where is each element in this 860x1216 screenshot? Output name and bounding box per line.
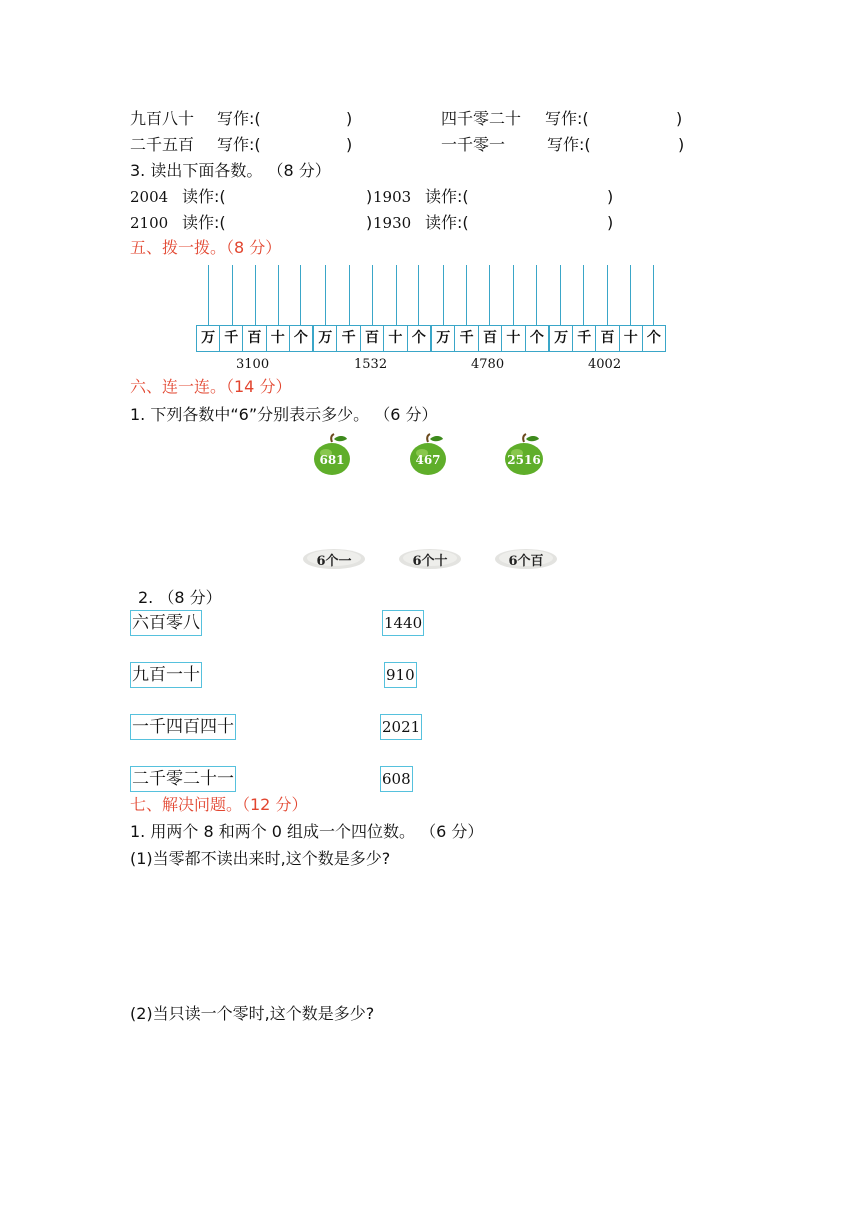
answer-close-paren: ): [346, 135, 353, 154]
question-title: 1. 用两个 8 和两个 0 组成一个四位数。 （6 分）: [130, 822, 484, 841]
match-right-item: 608: [380, 766, 413, 792]
place-label: 千: [337, 326, 360, 351]
match-left-item: 一千四百四十: [130, 714, 236, 740]
write-label: 写作:(: [217, 135, 261, 154]
place-value-labels-2: [313, 325, 431, 352]
abacus-rod: [583, 265, 584, 325]
plate-label: 6个一: [316, 554, 352, 569]
place-label: 千: [573, 326, 596, 351]
apple-number: 2516: [507, 453, 541, 467]
sub-question: (1)当零都不读出来时,这个数是多少?: [130, 849, 391, 868]
write-label: 写作:(: [217, 109, 261, 128]
place-label: 个: [293, 330, 308, 346]
place-label: 百: [596, 326, 619, 351]
question-title: 3. 读出下面各数。 （8 分）: [130, 161, 331, 180]
abacus-rod: [489, 265, 490, 325]
abacus-number: 3100: [236, 357, 270, 372]
number: 1930: [373, 214, 412, 232]
abacus-rod: [560, 265, 561, 325]
answer-close-paren: ): [607, 187, 614, 206]
abacus-rod: [630, 265, 631, 325]
number: 2100: [130, 214, 169, 232]
write-label: 写作:(: [547, 135, 591, 154]
place-label: 千: [220, 326, 243, 351]
abacus-rod: [232, 265, 233, 325]
abacus-rod: [418, 265, 419, 325]
section-heading-6: 六、连一连。（14 分）: [130, 377, 292, 396]
read-label: 读作:(: [182, 187, 226, 206]
match-left-item: 九百一十: [130, 662, 202, 688]
abacus-rod: [653, 265, 654, 325]
abacus-number: 4780: [471, 357, 505, 372]
place-label: 万: [314, 326, 337, 351]
place-label: 个: [646, 330, 661, 346]
place-label: 百: [361, 326, 384, 351]
abacus-rod: [325, 265, 326, 325]
answer-close-paren: ): [678, 135, 685, 154]
match-right-item: 1440: [382, 610, 424, 636]
place-label: 万: [432, 326, 455, 351]
place-label: 个: [529, 330, 544, 346]
abacus-number: 4002: [588, 357, 622, 372]
match-right-item: 910: [384, 662, 417, 688]
section-heading-5: 五、拨一拨。（8 分）: [130, 238, 282, 257]
number: 1903: [373, 188, 412, 206]
place-label: 十: [620, 326, 643, 351]
number-word: 一千零一: [441, 135, 506, 154]
place-label: 个: [411, 330, 426, 346]
apple-number: 467: [415, 453, 441, 467]
answer-close-paren: ): [366, 213, 373, 232]
read-label: 读作:(: [182, 213, 226, 232]
abacus-rod: [466, 265, 467, 325]
abacus-rod: [607, 265, 608, 325]
abacus-rod: [372, 265, 373, 325]
write-label: 写作:(: [545, 109, 589, 128]
plate-label: 6个十: [412, 554, 448, 569]
abacus-rod: [208, 265, 209, 325]
plate-option: [398, 547, 462, 571]
number: 2004: [130, 188, 169, 206]
place-label: 十: [384, 326, 407, 351]
apple-icon: [502, 433, 546, 477]
abacus-number: 1532: [354, 357, 388, 372]
abacus-rod: [443, 265, 444, 325]
answer-close-paren: ): [676, 109, 683, 128]
place-label: 十: [267, 326, 290, 351]
number-word: 九百八十: [130, 109, 195, 128]
abacus-rod: [278, 265, 279, 325]
apple-number: 681: [319, 453, 345, 467]
match-right-item: 2021: [380, 714, 422, 740]
match-left-item: 二千零二十一: [130, 766, 236, 792]
place-label: 千: [455, 326, 478, 351]
plate-option: [302, 547, 366, 571]
place-value-labels-4: [549, 325, 666, 352]
answer-close-paren: ): [346, 109, 353, 128]
abacus-rod: [513, 265, 514, 325]
abacus-rod: [536, 265, 537, 325]
answer-close-paren: ): [366, 187, 373, 206]
answer-close-paren: ): [607, 213, 614, 232]
apple-icon: [407, 433, 449, 477]
question-title: 1. 下列各数中“6”分别表示多少。 （6 分）: [130, 405, 438, 424]
plate-option: [494, 547, 558, 571]
place-label: 百: [243, 326, 266, 351]
place-label: 万: [197, 326, 220, 351]
place-label: 百: [479, 326, 502, 351]
plate-label: 6个百: [508, 554, 544, 569]
section-heading-7: 七、解决问题。（12 分）: [130, 795, 308, 814]
abacus-rod: [300, 265, 301, 325]
read-label: 读作:(: [425, 187, 469, 206]
abacus-rod: [255, 265, 256, 325]
place-value-labels-3: [431, 325, 549, 352]
question-title: 2. （8 分）: [138, 588, 222, 607]
number-word: 二千五百: [130, 135, 195, 154]
read-label: 读作:(: [425, 213, 469, 232]
sub-question: (2)当只读一个零时,这个数是多少?: [130, 1004, 375, 1023]
place-label: 十: [502, 326, 525, 351]
place-label: 万: [550, 326, 573, 351]
place-value-labels-1: [196, 325, 313, 352]
apple-icon: [311, 433, 353, 477]
number-word: 四千零二十: [441, 109, 522, 128]
abacus-rod: [396, 265, 397, 325]
abacus-rod: [349, 265, 350, 325]
match-left-item: 六百零八: [130, 610, 202, 636]
